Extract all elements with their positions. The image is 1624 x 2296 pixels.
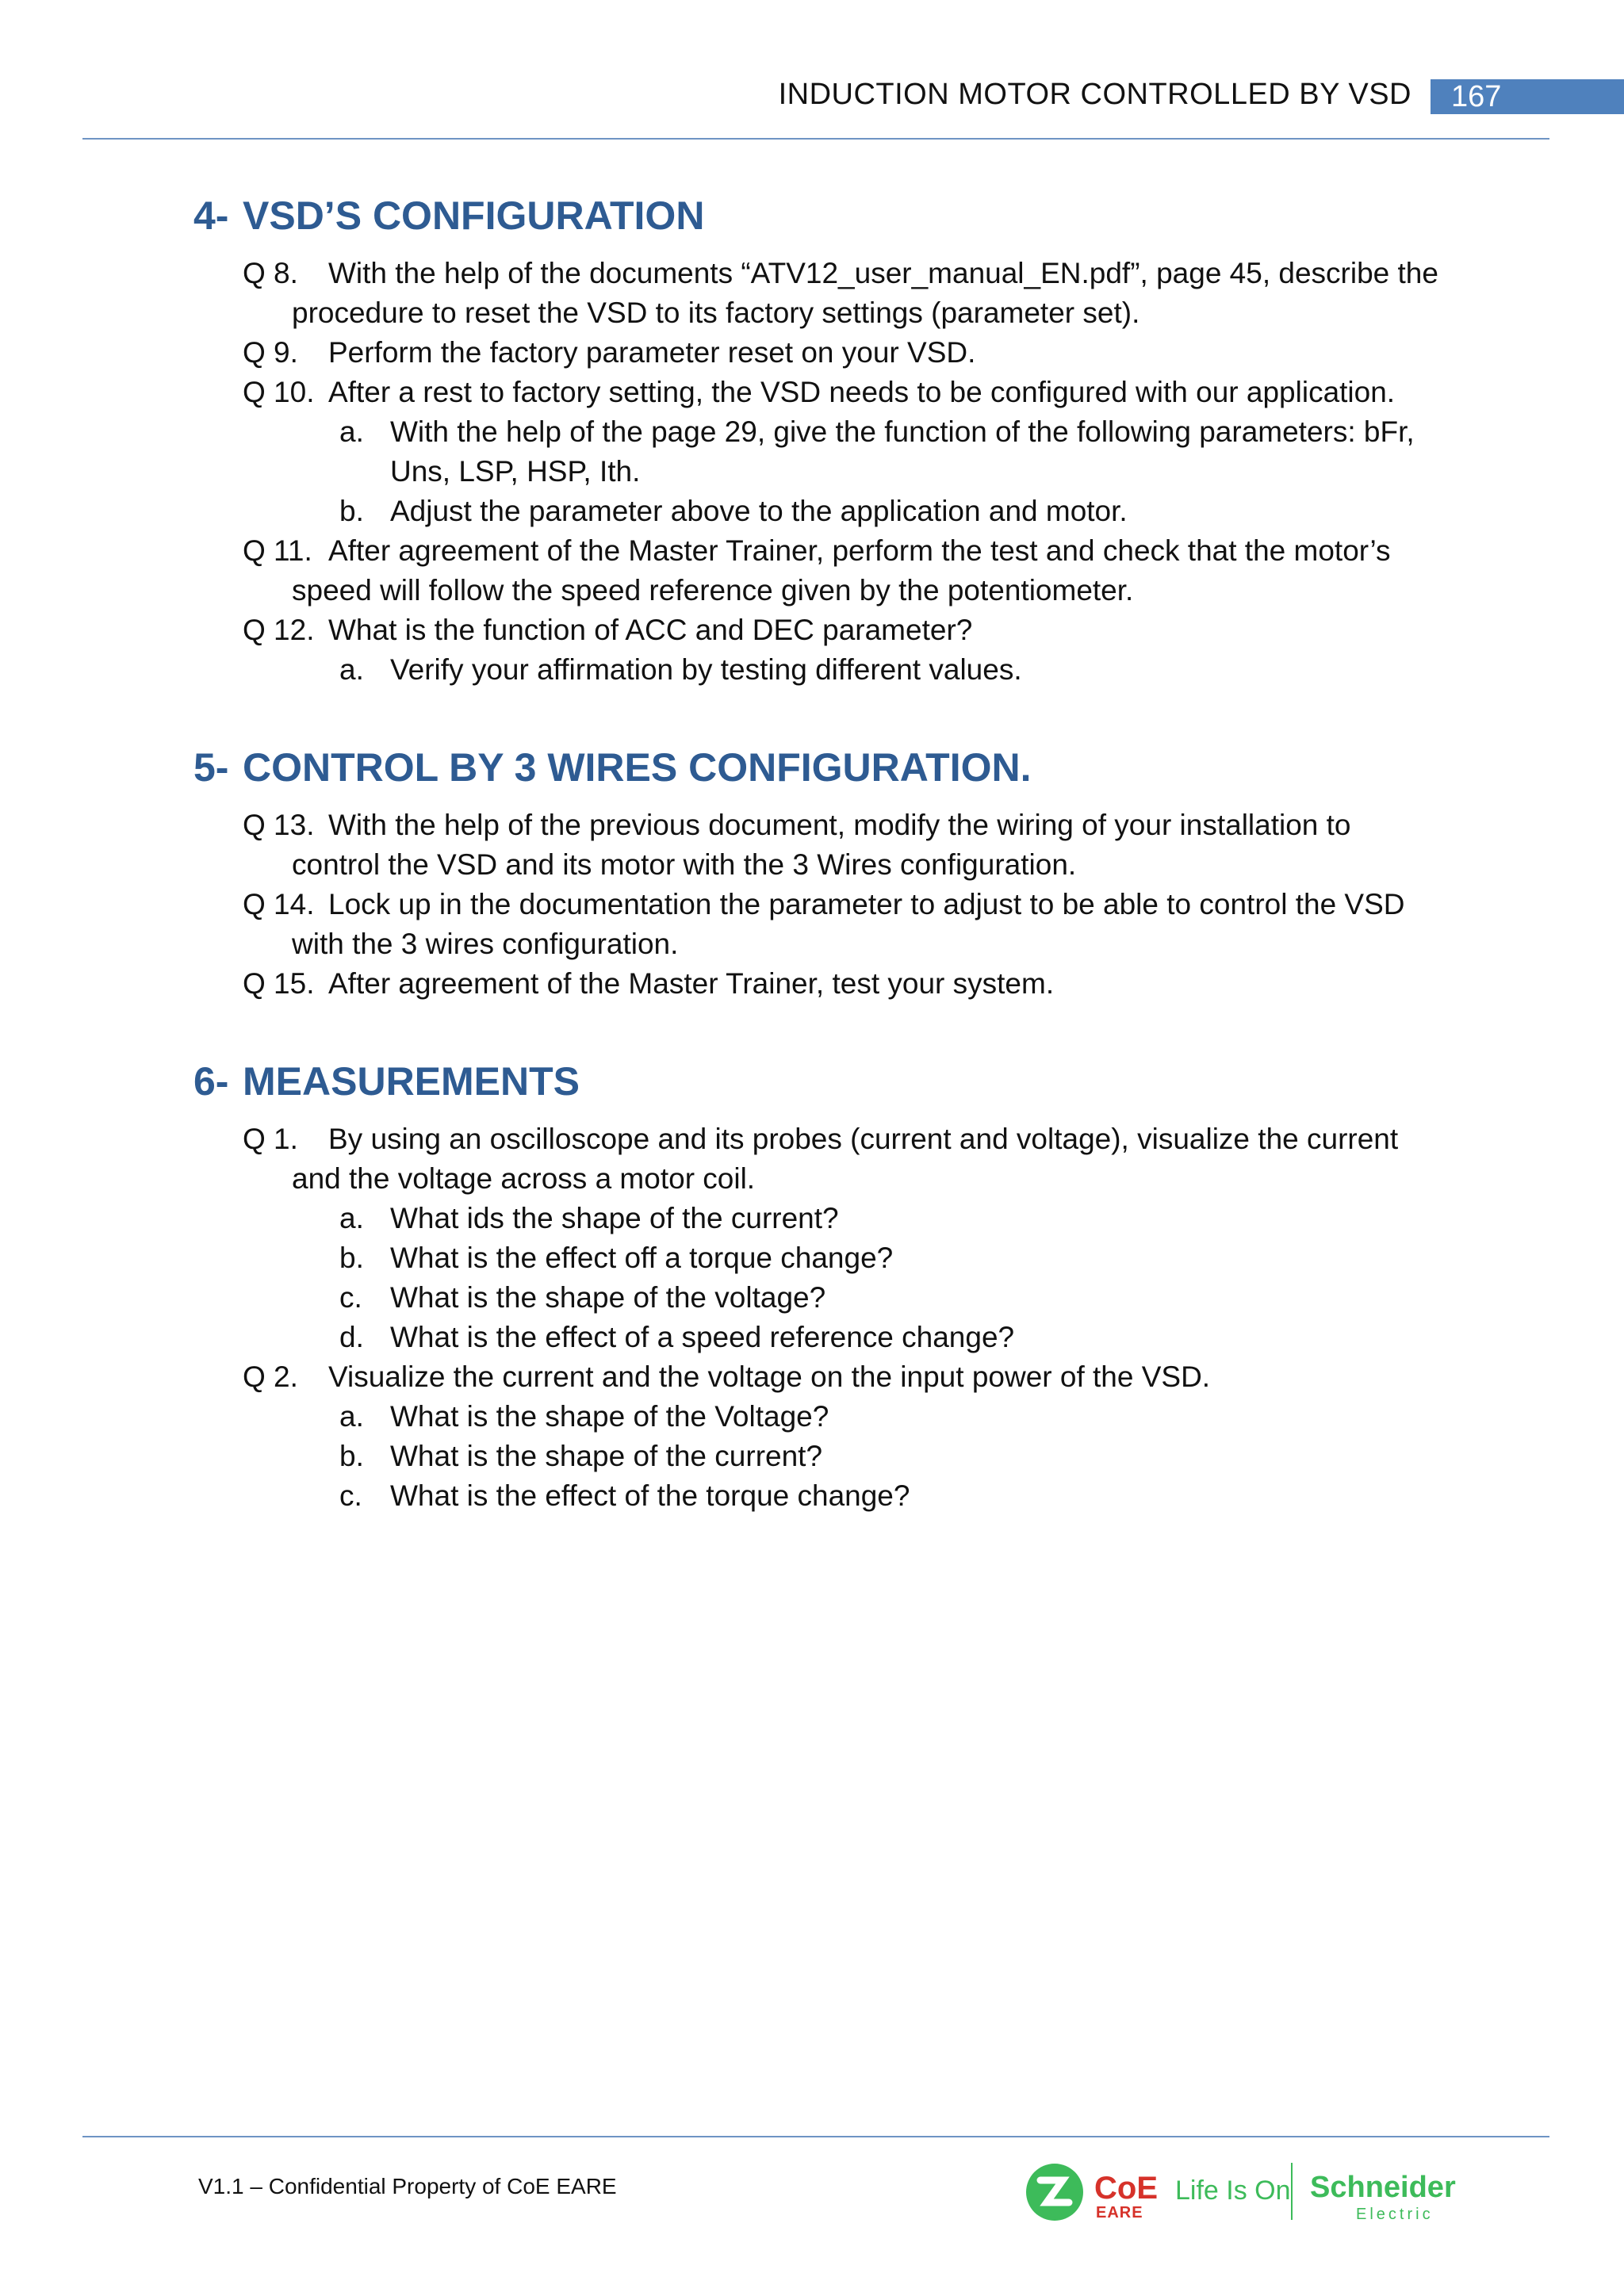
question-item bbox=[0, 333, 1624, 373]
question-label: Q 1. bbox=[243, 1123, 298, 1155]
question-text: By using an oscilloscope and its probes (current and voltage), visualize the current and the voltage across a motor coil. bbox=[292, 1123, 1399, 1195]
electric-logo-text: Electric bbox=[1356, 2206, 1434, 2223]
question-item bbox=[0, 806, 1624, 885]
section-number: 6- bbox=[193, 1059, 229, 1104]
question-text: With the help of the documents “ATV12_user_manual_EN.pdf”, page 45, describe the procedure to reset the VSD to its factory settings (parameter set). bbox=[292, 257, 1438, 329]
sub-question-item bbox=[0, 1238, 1624, 1278]
sub-question-item bbox=[0, 1437, 1624, 1476]
question-item bbox=[0, 373, 1624, 412]
coe-logo-text: CoE bbox=[1094, 2171, 1158, 2206]
section-title: MEASUREMENTS bbox=[243, 1059, 580, 1104]
schneider-logo-text: Schneider bbox=[1310, 2171, 1456, 2204]
sub-question-label: b. bbox=[339, 495, 364, 527]
sub-question-item bbox=[0, 1199, 1624, 1238]
sub-question-label: a. bbox=[339, 1202, 364, 1234]
section-number: 4- bbox=[193, 193, 229, 238]
question-text: With the help of the previous document, modify the wiring of your installation to control the VSD and its motor with the 3 Wires configuration. bbox=[292, 809, 1351, 881]
question-text: After agreement of the Master Trainer, test your system. bbox=[328, 967, 1055, 1000]
sub-question-text: Adjust the parameter above to the application and motor. bbox=[390, 495, 1128, 527]
section-heading bbox=[0, 739, 1624, 796]
sub-question-item bbox=[0, 1278, 1624, 1318]
sub-question-text: With the help of the page 29, give the function of the following parameters: bFr, Uns, LSP, HSP, Ith. bbox=[390, 415, 1415, 488]
question-label: Q 13. bbox=[243, 809, 315, 841]
sub-question-text: What ids the shape of the current? bbox=[390, 1202, 839, 1234]
sub-question-text: What is the shape of the current? bbox=[390, 1440, 823, 1472]
section bbox=[0, 739, 1624, 1004]
question-text: After a rest to factory setting, the VSD needs to be configured with our application. bbox=[328, 376, 1396, 408]
section-heading bbox=[0, 1053, 1624, 1110]
sub-question-label: d. bbox=[339, 1321, 364, 1353]
question-label: Q 11. bbox=[243, 534, 312, 567]
section-title: CONTROL BY 3 WIRES CONFIGURATION. bbox=[243, 745, 1032, 790]
section bbox=[0, 187, 1624, 690]
sub-question-label: b. bbox=[339, 1242, 364, 1274]
logo-divider bbox=[1291, 2163, 1293, 2220]
sub-question-item bbox=[0, 650, 1624, 690]
question-label: Q 9. bbox=[243, 336, 298, 369]
section bbox=[0, 1053, 1624, 1516]
question-text: Perform the factory parameter reset on your VSD. bbox=[328, 336, 976, 369]
question-text: Lock up in the documentation the parameter to adjust to be able to control the VSD with the 3 wires configuration. bbox=[292, 888, 1405, 960]
section-number: 5- bbox=[193, 745, 229, 790]
sub-question-label: a. bbox=[339, 415, 364, 448]
question-label: Q 15. bbox=[243, 967, 315, 1000]
footer-divider bbox=[82, 2136, 1549, 2137]
eare-logo-text: EARE bbox=[1096, 2204, 1143, 2221]
question-item bbox=[0, 885, 1624, 964]
question-item bbox=[0, 531, 1624, 610]
sub-question-label: c. bbox=[339, 1281, 362, 1314]
question-item bbox=[0, 610, 1624, 650]
question-label: Q 12. bbox=[243, 614, 315, 646]
sub-question-text: What is the effect of the torque change? bbox=[390, 1479, 910, 1512]
sub-question-item bbox=[0, 1397, 1624, 1437]
question-label: Q 2. bbox=[243, 1360, 298, 1393]
sub-question-text: What is the shape of the Voltage? bbox=[390, 1400, 829, 1433]
question-text: After agreement of the Master Trainer, perform the test and check that the motor’s speed will follow the speed reference given by the potentiometer. bbox=[292, 534, 1391, 607]
sub-question-label: c. bbox=[339, 1479, 362, 1512]
question-item bbox=[0, 254, 1624, 333]
question-label: Q 14. bbox=[243, 888, 315, 920]
header-divider bbox=[82, 138, 1549, 140]
sub-question-text: What is the effect off a torque change? bbox=[390, 1242, 894, 1274]
sub-question-item bbox=[0, 412, 1624, 492]
question-text: What is the function of ACC and DEC parameter? bbox=[328, 614, 973, 646]
sub-question-text: Verify your affirmation by testing different values. bbox=[390, 653, 1022, 686]
question-label: Q 10. bbox=[243, 376, 315, 408]
running-header-title: INDUCTION MOTOR CONTROLLED BY VSD bbox=[778, 78, 1411, 111]
sub-question-item bbox=[0, 1318, 1624, 1357]
sub-question-item bbox=[0, 492, 1624, 531]
life-is-on-logo: Life Is On bbox=[1175, 2175, 1291, 2206]
sub-question-label: a. bbox=[339, 1400, 364, 1433]
section-heading bbox=[0, 187, 1624, 244]
document-body bbox=[0, 187, 1624, 1565]
sub-question-item bbox=[0, 1476, 1624, 1516]
sub-question-label: a. bbox=[339, 653, 364, 686]
question-item bbox=[0, 1357, 1624, 1397]
sub-question-text: What is the effect of a speed reference change? bbox=[390, 1321, 1015, 1353]
question-item bbox=[0, 1119, 1624, 1199]
sub-question-text: What is the shape of the voltage? bbox=[390, 1281, 826, 1314]
page-number-badge: 167 bbox=[1431, 79, 1624, 114]
question-item bbox=[0, 964, 1624, 1004]
question-text: Visualize the current and the voltage on the input power of the VSD. bbox=[328, 1360, 1211, 1393]
sub-question-label: b. bbox=[339, 1440, 364, 1472]
section-title: VSD’S CONFIGURATION bbox=[243, 193, 705, 238]
question-label: Q 8. bbox=[243, 257, 298, 289]
footer-confidential-text: V1.1 – Confidential Property of CoE EARE bbox=[198, 2174, 617, 2198]
